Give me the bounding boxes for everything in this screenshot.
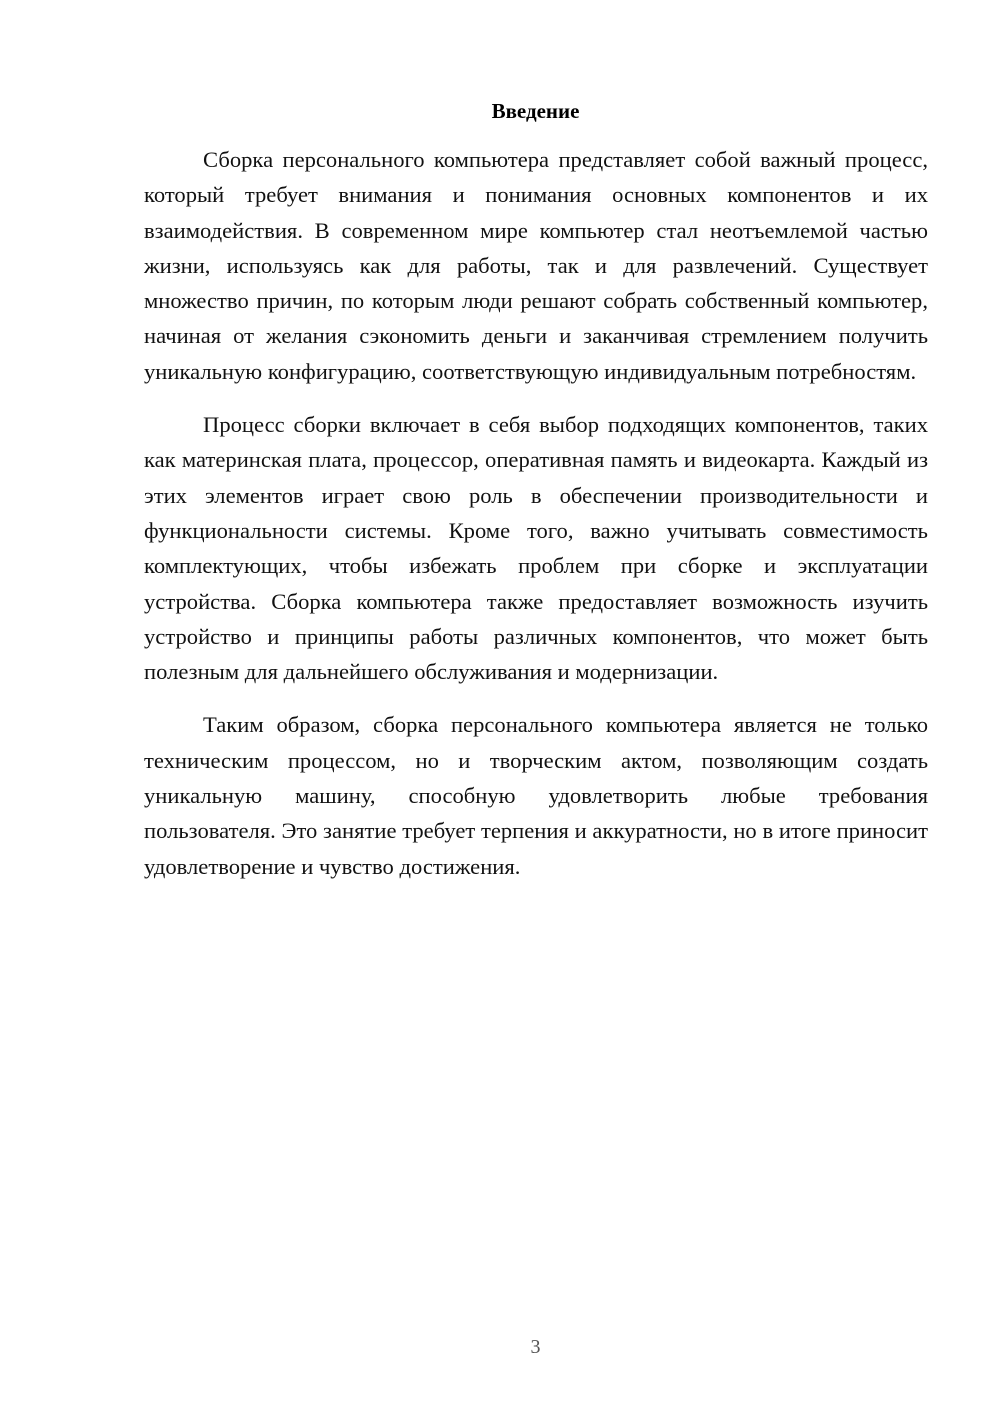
body-text — [144, 142, 928, 902]
section-heading: Введение — [491, 99, 580, 123]
paragraph-1: Сборка персонального компьютера представляет собой важный процесс, который требует внимания и понимания основных компонентов и их взаимодействия. В современном мире компьютер стал неотъемлемой частью жизни, используясь как для работы, так и для развлечений. Существует множество причин, по которым люди решают собрать собственный компьютер, начиная от желания сэкономить деньги и заканчивая стремлением получить уникальную конфигурацию, соответствующую индивидуальным потребностям. — [144, 147, 928, 384]
paragraph-2: Процесс сборки включает в себя выбор подходящих компонентов, таких как материнская плата, процессор, оперативная память и видеокарта. Каждый из этих элементов играет свою роль в обеспечении производительности и функциональности системы. Кроме того, важно учитывать совместимость комплектующих, чтобы избежать проблем при сборке и эксплуатации устройства. Сборка компьютера также предоставляет возможность изучить устройство и принципы работы различных компонентов, что может быть полезным для дальнейшего обслуживания и модернизации. — [144, 412, 928, 685]
page-number: 3 — [530, 1336, 541, 1358]
paragraph-3: Таким образом, сборка персонального компьютера является не только техническим процессом, но и творческим актом, позволяющим создать уникальную машину, способную удовлетворить любые требования пользователя. Это занятие требует терпения и аккуратности, но в итоге приносит удовлетворение и чувство достижения. — [144, 712, 928, 879]
